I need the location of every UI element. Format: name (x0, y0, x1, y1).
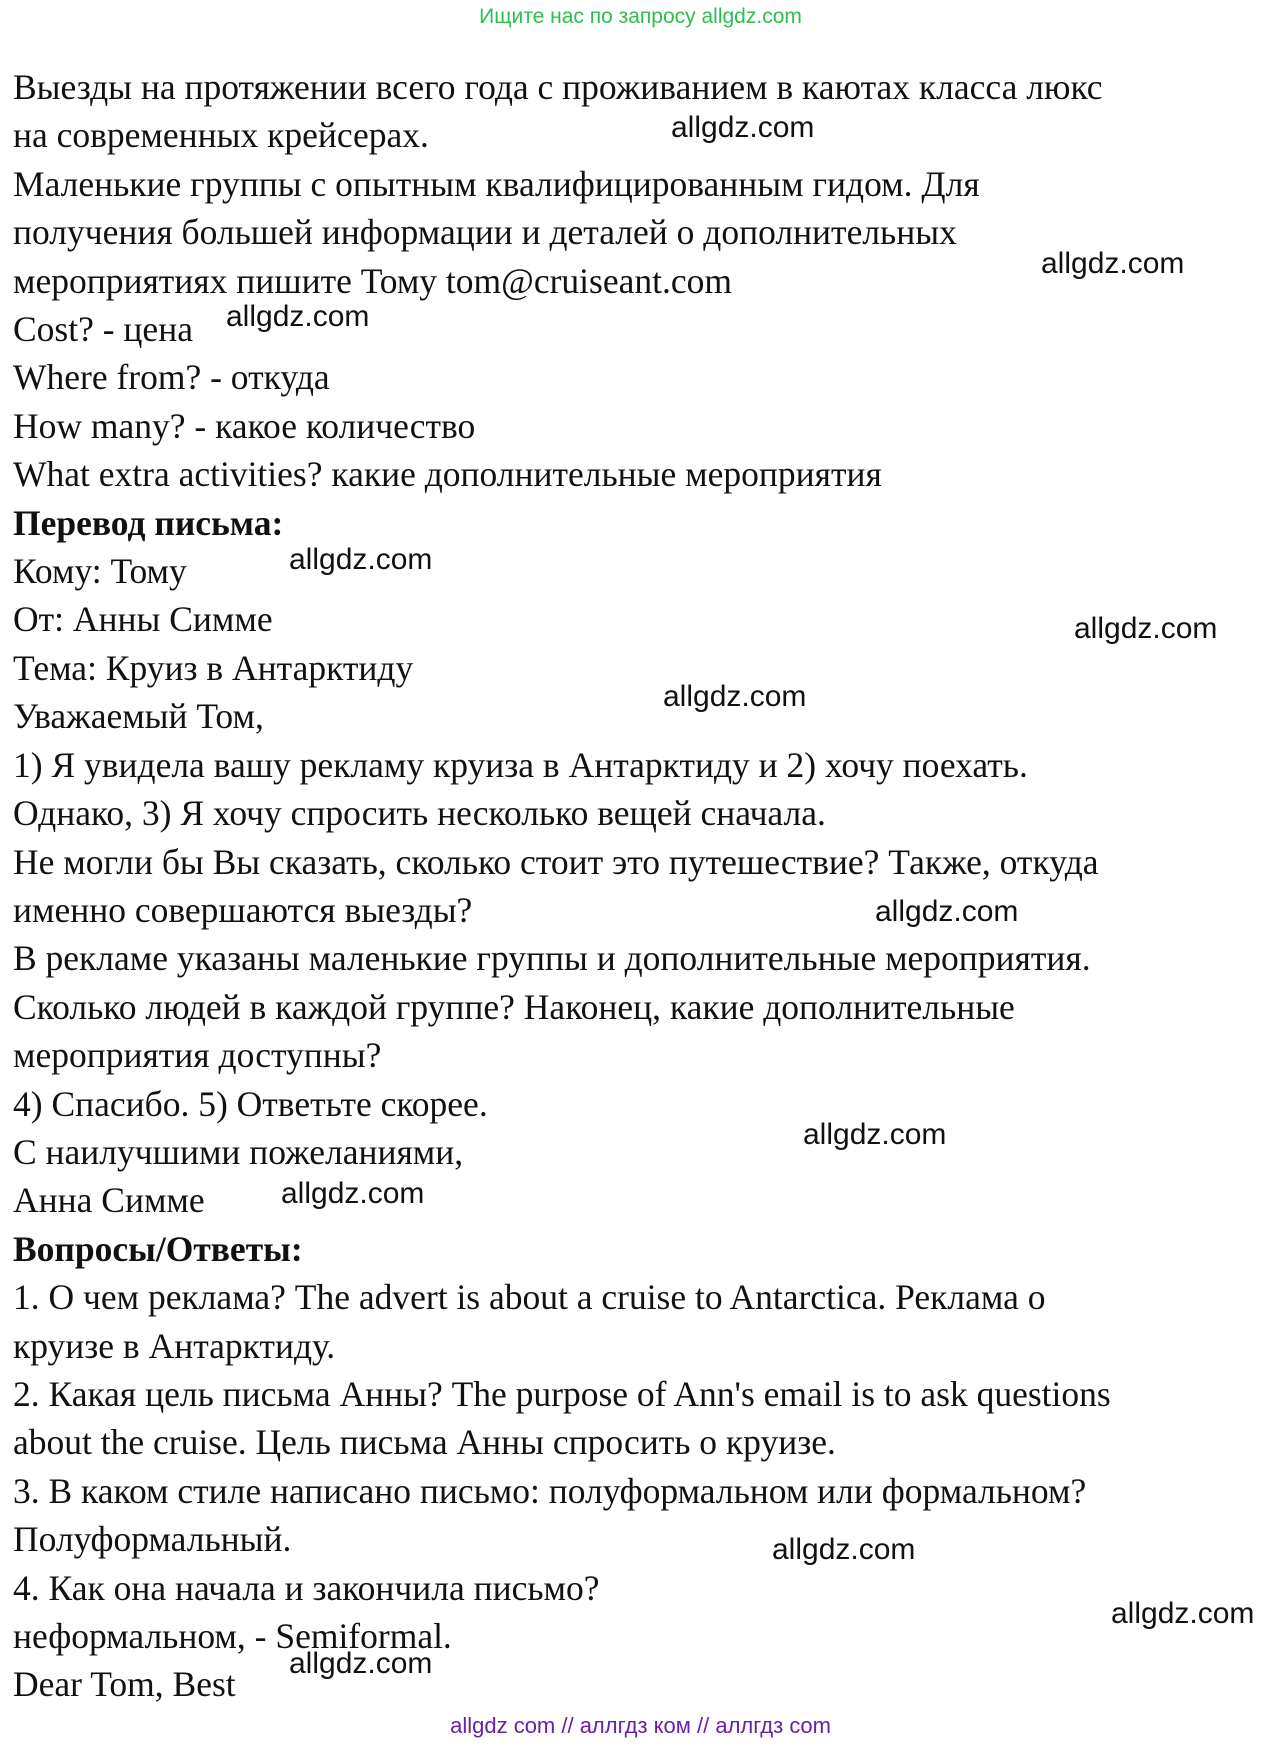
letter-line: Уважаемый Том, (13, 696, 264, 737)
qa-line: 4. Как она начала и закончила письмо? (13, 1567, 600, 1608)
letter-line: Анна Симме (13, 1180, 205, 1221)
text-line: What extra activities? какие дополнительные мероприятия (13, 454, 882, 495)
qa-line: Dear Tom, Best (13, 1664, 236, 1705)
watermark: allgdz.com (663, 680, 807, 713)
letter-line: От: Анны Симме (13, 599, 273, 640)
watermark: allgdz.com (289, 543, 433, 576)
watermark: allgdz.com (671, 111, 815, 144)
text-line: Выезды на протяжении всего года с проживанием в каютах класса люкс (13, 67, 1103, 107)
text-line: на современных крейсерах. (13, 115, 429, 156)
letter-line: Тема: Круиз в Антарктиду (13, 647, 414, 688)
text-line: Where from? - откуда (13, 357, 330, 398)
qa-line: 3. В каком стиле написано письмо: полуформальном или формальном? (13, 1470, 1087, 1511)
text-line: получения большей информации и деталей о дополнительных (13, 212, 957, 253)
qa-line: неформальном, - Semiformal. (13, 1616, 452, 1656)
text-line: How many? - какое количество (13, 405, 476, 446)
watermark: allgdz.com (226, 300, 370, 333)
letter-line: С наилучшими пожеланиями, (13, 1131, 464, 1172)
watermark: allgdz.com (1041, 247, 1185, 280)
watermark: allgdz.com (289, 1647, 433, 1680)
letter-line: 4) Спасибо. 5) Ответьте скорее. (13, 1083, 488, 1124)
watermark: allgdz.com (772, 1533, 916, 1566)
watermark: allgdz.com (1111, 1597, 1255, 1630)
letter-line: Однако, 3) Я хочу спросить несколько вещей сначала. (13, 793, 826, 834)
letter-heading: Перевод письма: (13, 502, 284, 543)
watermark: allgdz.com (281, 1177, 425, 1210)
qa-line: 1. О чем реклама? The advert is about a cruise to Antarctica. Реклама о (13, 1277, 1046, 1318)
document-body (13, 63, 1268, 1709)
letter-line: В рекламе указаны маленькие группы и дополнительные мероприятия. (13, 938, 1091, 979)
letter-line: именно совершаются выезды? (13, 889, 473, 930)
watermark: allgdz.com (1074, 612, 1218, 645)
top-banner: Ищите нас по запросу allgdz.com (479, 5, 802, 28)
letter-line: мероприятия доступны? (13, 1035, 382, 1076)
letter-line: Сколько людей в каждой группе? Наконец, какие дополнительные (13, 986, 1015, 1027)
text-line: мероприятиях пишите Тому tom@cruiseant.com (13, 260, 732, 301)
qa-line: Полуформальный. (13, 1519, 292, 1560)
letter-line: 1) Я увидела вашу рекламу круиза в Антарктиду и 2) хочу поехать. (13, 744, 1028, 785)
bottom-banner: allgdz com // аллгдз ком // аллгдз com (450, 1713, 831, 1738)
letter-line: Не могли бы Вы сказать, сколько стоит это путешествие? Также, откуда (13, 841, 1099, 882)
qa-line: круизе в Антарктиду. (13, 1325, 336, 1366)
qa-line: 2. Какая цель письма Анны? The purpose of Ann's email is to ask questions (13, 1373, 1111, 1414)
watermark: allgdz.com (803, 1118, 947, 1151)
text-line: Маленькие группы с опытным квалифицированным гидом. Для (13, 163, 980, 204)
watermark: allgdz.com (875, 895, 1019, 928)
text-line: Cost? - цена (13, 309, 193, 350)
letter-line: Кому: Тому (13, 551, 187, 592)
qa-line: about the cruise. Цель письма Анны спросить о круизе. (13, 1422, 836, 1463)
qa-heading: Вопросы/Ответы: (13, 1228, 303, 1269)
